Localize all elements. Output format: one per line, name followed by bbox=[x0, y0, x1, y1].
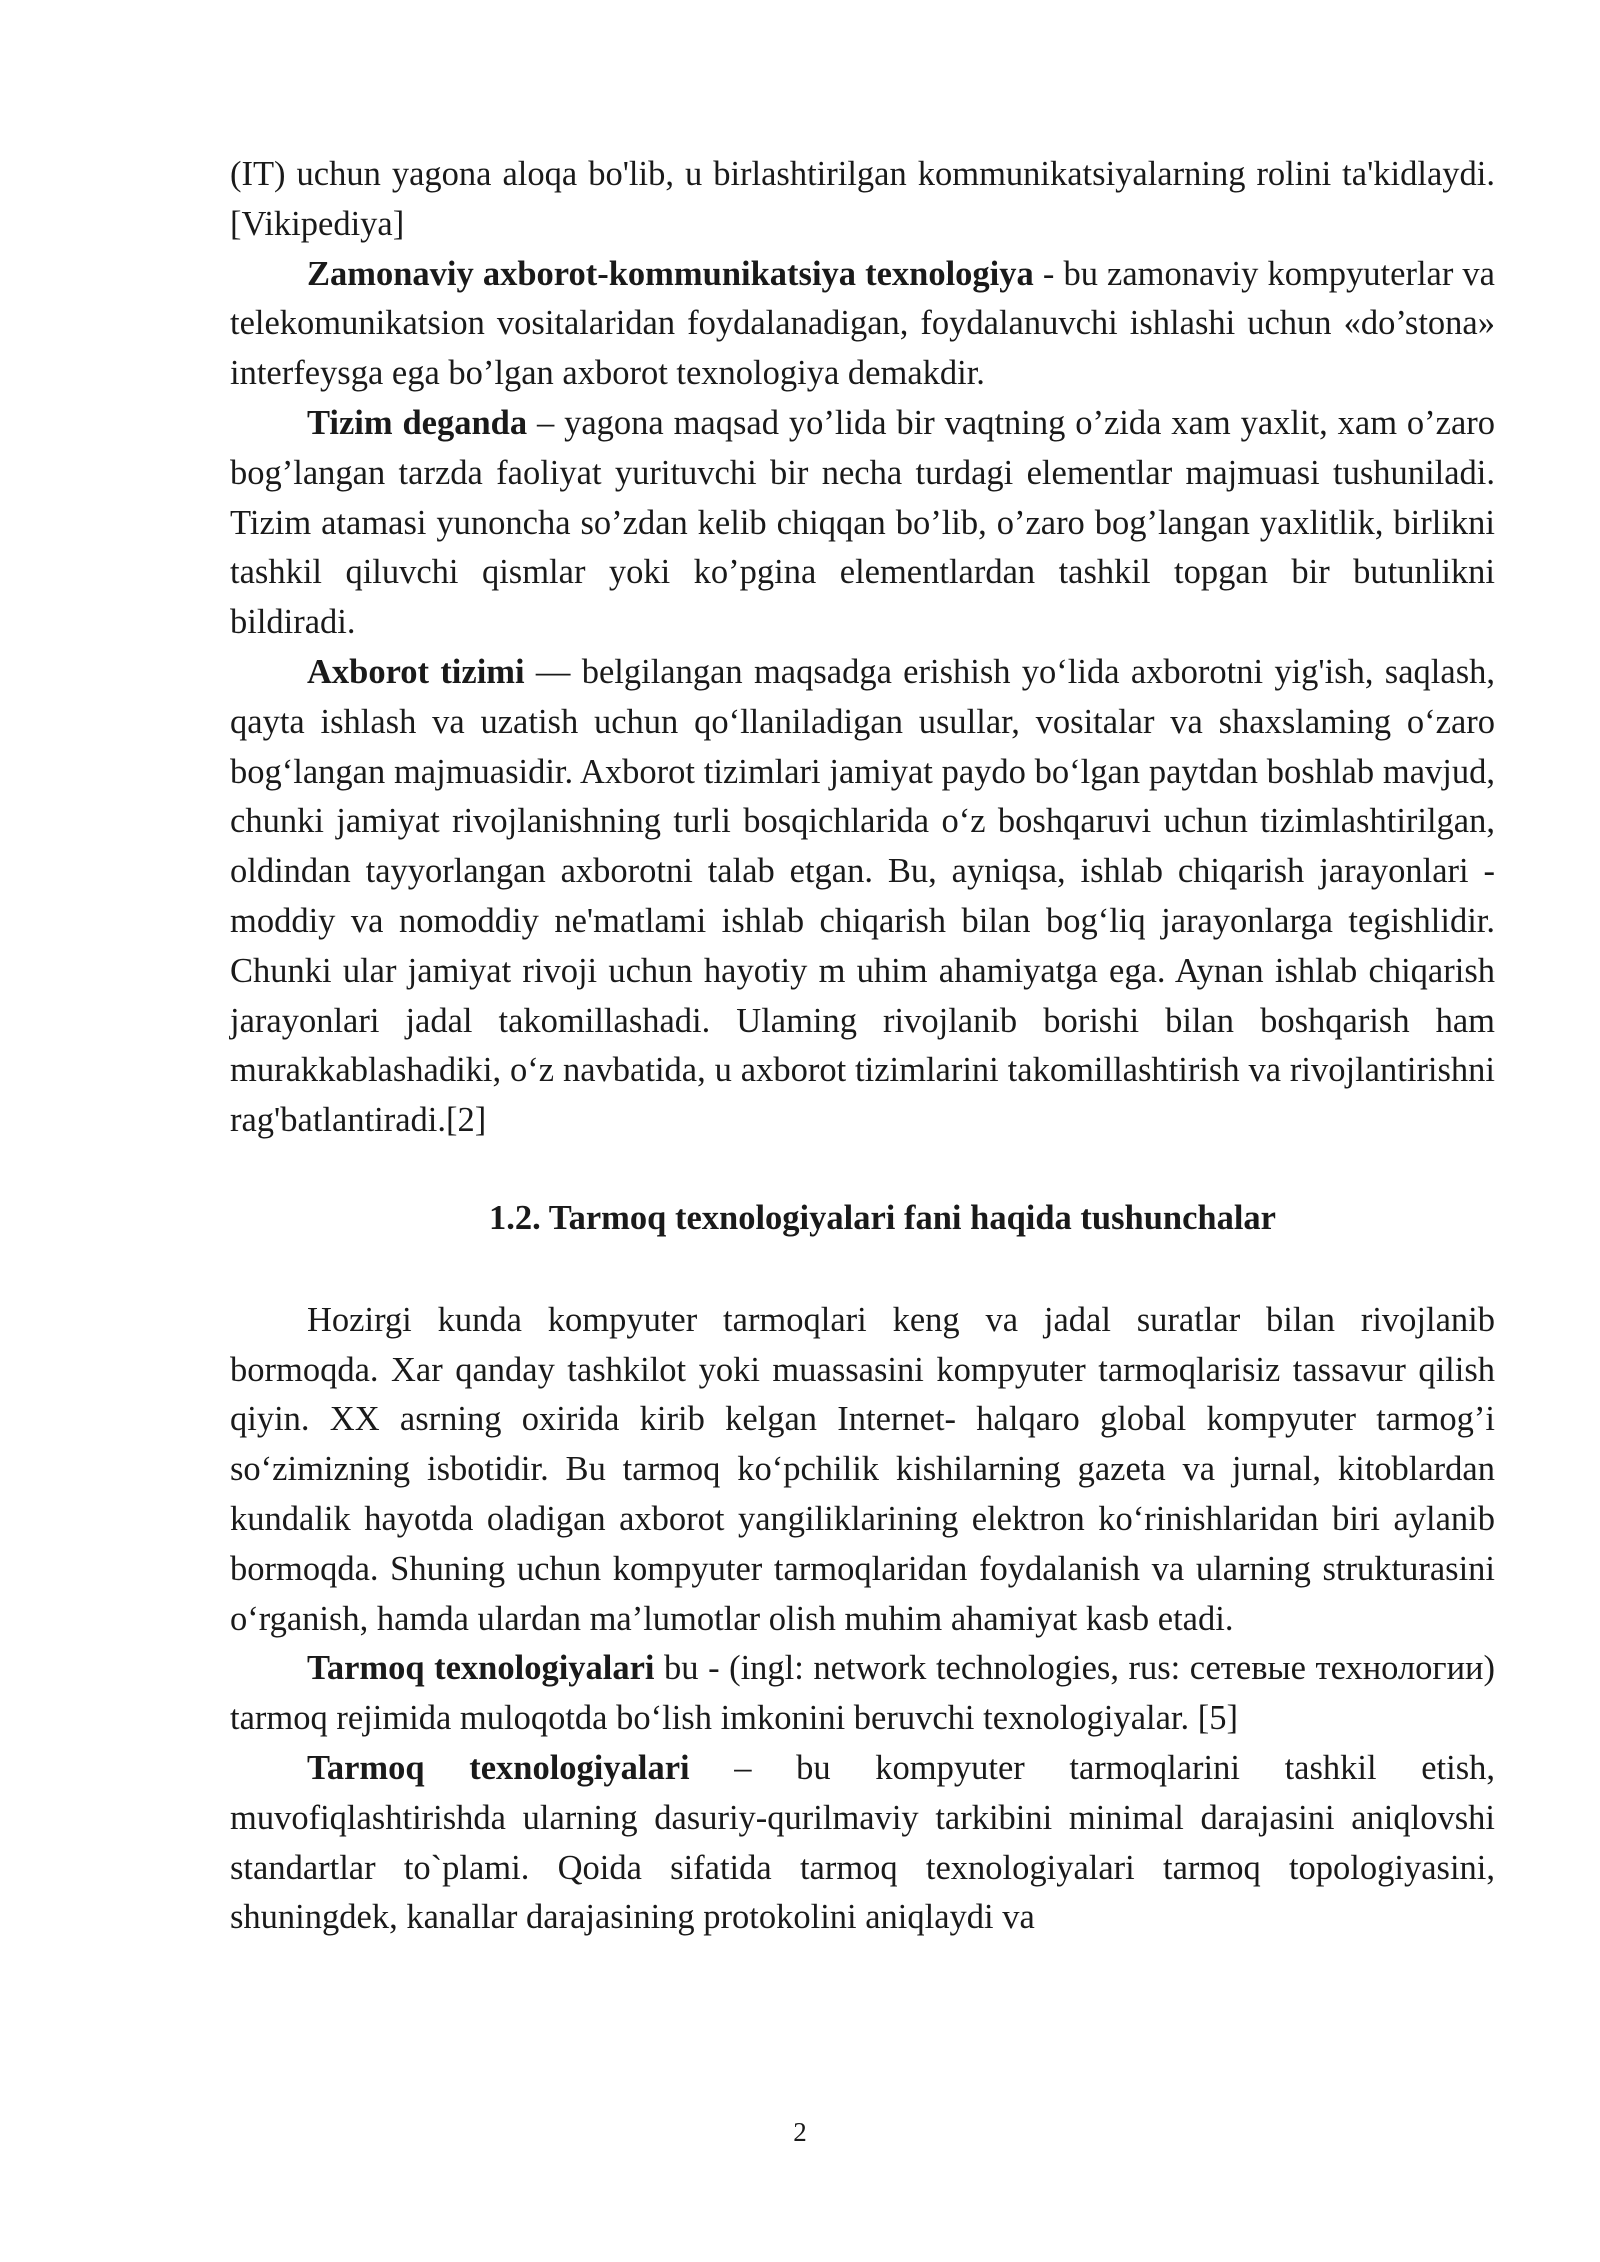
paragraph-text: Hozirgi kunda kompyuter tarmoqlari keng va jadal suratlar bilan rivojlanib bormoqda. Xar qanday tashkilot yoki muassasini kompyuter tarmoqlarisiz tassavur qilish qiyin. XX asrning oxirida kirib kelgan Internet- halqaro global kompyuter tarmog’i so‘zimizning isbotidir. Bu tarmoq ko‘pchilik kishilarning gazeta va jurnal, kitoblardan kundalik hayotda oladigan axborot yangiliklarining elektron ko‘rinishlaridan biri aylanib bormoqda. Shuning uchun kompyuter tarmoqlaridan foydalanish va ularning strukturasini o‘rganish, hamda ulardan ma’lumotlar olish muhim ahamiyat kasb etadi. bbox=[230, 1300, 1495, 1638]
paragraph-tarmoq-texnologiyalari-1 bbox=[230, 1644, 1495, 1744]
paragraph-text: — belgilangan maqsadga erishish yo‘lida axborotni yig'ish, saqlash, qayta ishlash va uzatish uchun qo‘llaniladigan usullar, vositalar va shaxslaming o‘zaro bog‘langan majmuasidir. Axborot tizimlari jamiyat paydo bo‘lgan paytdan boshlab mavjud, chunki jamiyat rivojlanishning turli bosqichlarida o‘z boshqaruvi uchun tizimlashtirilgan, oldindan tayyorlangan axborotni talab etgan. Bu, ayniqsa, ishlab chiqarish jarayonlari - moddiy va nomoddiy ne'matlami ishlab chiqarish bilan bog‘liq jarayonlarga tegishlidir. Chunki ular jamiyat rivoji uchun hayotiy m uhim ahamiyatga ega. Aynan ishlab chiqarish jarayonlari jadal takomillashadi. Ulaming rivojlanib borishi bilan boshqarish ham murakkablashadiki, o‘z navbatida, u axborot tizimlarini takomillashtirish va rivojlantirishni rag'batlantiradi.[2] bbox=[230, 652, 1495, 1140]
defined-term: Zamonaviy axborot-kommunikatsiya texnologiya bbox=[307, 254, 1034, 293]
paragraph-axborot-tizimi bbox=[230, 648, 1495, 1146]
paragraph-text: – yagona maqsad yo’lida bir vaqtning o’zida xam yaxlit, xam o’zaro bog’langan tarzda faoliyat yurituvchi bir necha turdagi elementlar majmuasi tushuniladi. Tizim atamasi yunoncha so’zdan kelib chiqqan bo’lib, o’zaro bog’langan yaxlitlik, birlikni tashkil qiluvchi qismlar yoki ko’pgina elementlardan tashkil topgan bir butunlikni bildiradi. bbox=[230, 403, 1495, 642]
section-heading: 1.2. Tarmoq texnologiyalari fani haqida tushunchalar bbox=[489, 1198, 1276, 1237]
defined-term: Axborot tizimi bbox=[307, 652, 525, 691]
defined-term: Tarmoq texnologiyalari bbox=[307, 1649, 655, 1688]
paragraph-tizim bbox=[230, 399, 1495, 648]
paragraph-text: - bu zamonaviy kompyuterlar va telekomunikatsion vositalaridan foydalanadigan, foydalanuvchi ishlashi uchun «do’stona» interfeysga ega bo’lgan axborot texnologiya demakdir. bbox=[230, 254, 1495, 393]
paragraph-it-continuation bbox=[230, 150, 1495, 250]
defined-term: Tizim deganda bbox=[307, 403, 528, 442]
paragraph-text: bu - (ingl: network technologies, rus: сетевые технологии) tarmoq rejimida muloqotda bo‘lish imkonini beruvchi texnologiyalar. [5] bbox=[230, 1649, 1495, 1738]
defined-term: Tarmoq texnologiyalari bbox=[307, 1748, 690, 1787]
paragraph-text: – bu kompyuter tarmoqlarini tashkil etish, muvofiqlashtirishda ularning dasuriy-qurilmaviy tarkibini minimal darajasini aniqlovshi standartlar to`plami. Qoida sifatida tarmoq texnologiyalari tarmoq topologiyasini, shuningdek, kanallar darajasining protokolini aniqlaydi va bbox=[230, 1748, 1495, 1937]
document-page bbox=[230, 150, 1495, 1943]
paragraph-zamonaviy-akt bbox=[230, 250, 1495, 399]
paragraph-hozirgi-kunda bbox=[230, 1296, 1495, 1645]
paragraph-tarmoq-texnologiyalari-2 bbox=[230, 1744, 1495, 1943]
page-number: 2 bbox=[793, 2117, 807, 2147]
paragraph-text: (IT) uchun yagona aloqa bo'lib, u birlashtirilgan kommunikatsiyalarning rolini ta'kidlaydi. [Vikipediya] bbox=[230, 155, 1495, 243]
